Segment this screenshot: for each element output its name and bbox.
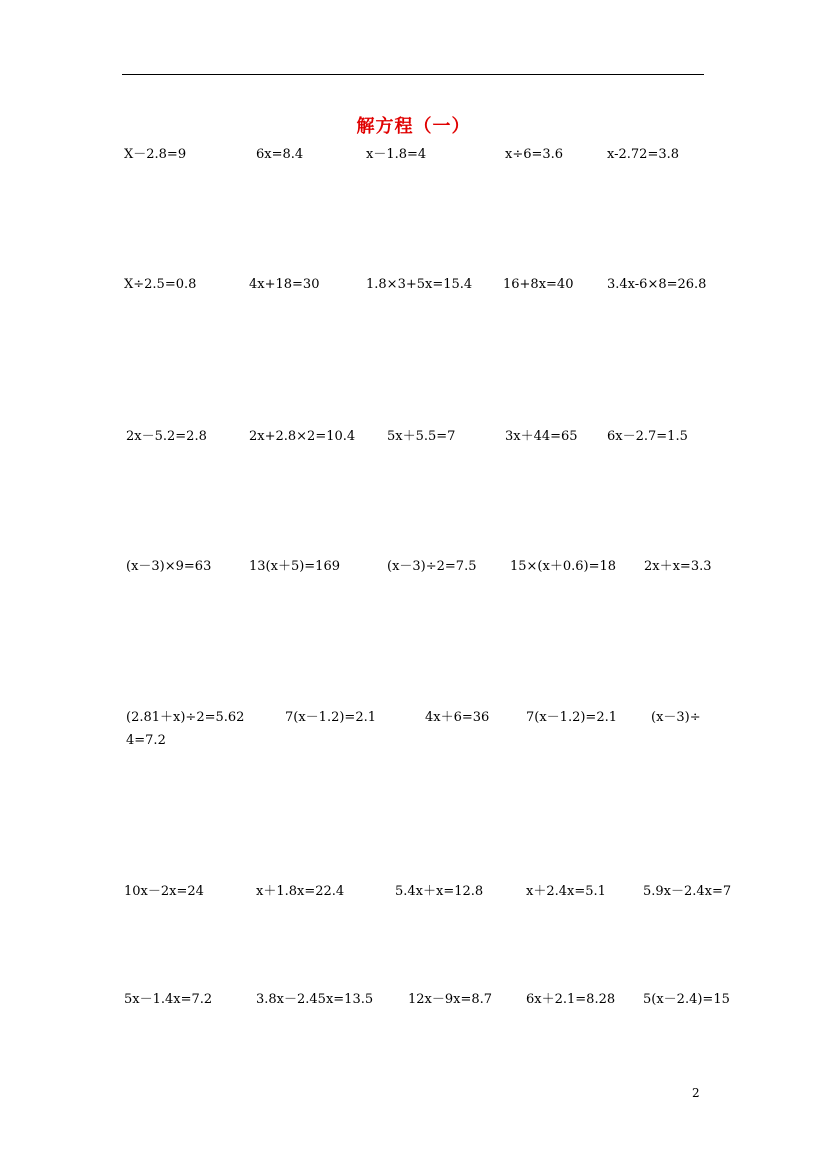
equation-row-3 [0,427,827,447]
header-rule [122,74,704,75]
equation: 3.4x-6×8=26.8 [607,277,707,292]
equation: 1.8×3+5x=15.4 [366,277,473,292]
equation-row-1 [0,145,827,165]
equation: 6x＋2.1=8.28 [526,992,616,1007]
equation: 5.9x－2.4x=7 [643,884,732,899]
equation: 7(x－1.2)=2.1 [526,710,617,725]
equation: 4x＋6=36 [425,710,490,725]
equation: x÷6=3.6 [505,147,564,162]
equation: 2x＋x=3.3 [644,559,712,574]
equation: 2x+2.8×2=10.4 [249,429,356,444]
equation: (x－3)÷ [651,710,701,725]
equation: x＋2.4x=5.1 [526,884,606,899]
equation-row-5 [0,708,827,728]
equation-row-4 [0,557,827,577]
equation: X÷2.5=0.8 [124,277,197,292]
equation: 13(x＋5)=169 [249,559,340,574]
equation: 5x－1.4x=7.2 [124,992,213,1007]
equation: (x－3)×9=63 [126,559,212,574]
equation-row-7 [0,990,827,1010]
equation: 7(x－1.2)=2.1 [285,710,376,725]
equation: 12x－9x=8.7 [408,992,493,1007]
equation: 10x－2x=24 [124,884,204,899]
page-title: 解方程（一） [356,116,471,137]
equation: x-2.72=3.8 [607,147,680,162]
equation: 16+8x=40 [503,277,574,292]
equation: 5(x－2.4)=15 [643,992,730,1007]
equation: 5x＋5.5=7 [387,429,456,444]
equation: 2x－5.2=2.8 [126,429,207,444]
equation: 3.8x－2.45x=13.5 [256,992,374,1007]
equation: (x－3)÷2=7.5 [387,559,477,574]
equation: 5.4x＋x=12.8 [395,884,484,899]
equation: 3x＋44=65 [505,429,578,444]
equation: (2.81＋x)÷2=5.62 [126,710,245,725]
equation: 6x－2.7=1.5 [607,429,688,444]
equation: 4x+18=30 [249,277,320,292]
equation-continuation: 4=7.2 [126,733,166,748]
equation: x＋1.8x=22.4 [256,884,345,899]
equation: X－2.8=9 [124,147,187,162]
equation: x－1.8=4 [366,147,427,162]
equation-row-2 [0,275,827,295]
equation: 6x=8.4 [256,147,304,162]
equation-row-6 [0,882,827,902]
equation: 15×(x＋0.6)=18 [510,559,617,574]
page-number: 2 [692,1086,700,1100]
